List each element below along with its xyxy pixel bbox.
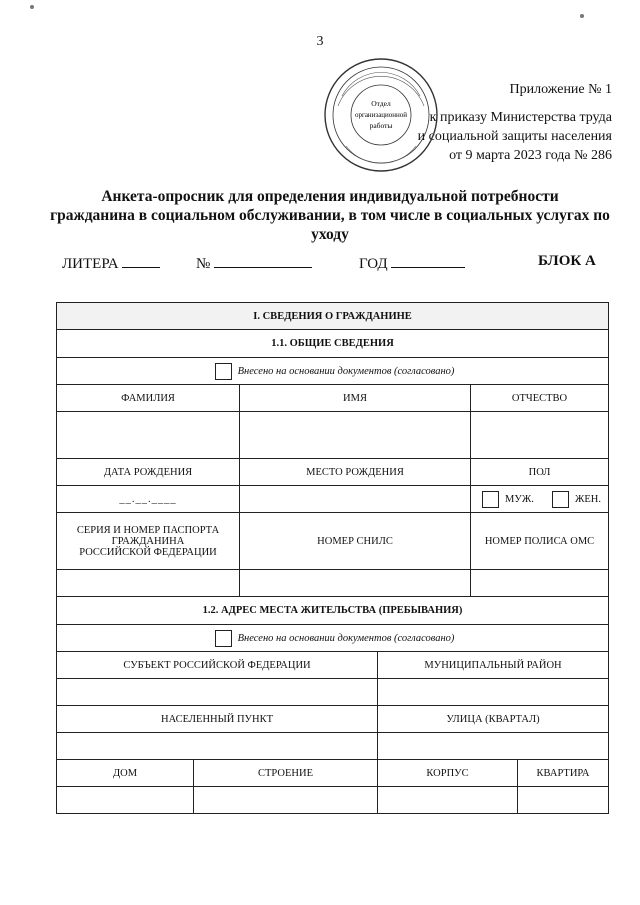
passport-label-line3: РОССИЙСКОЙ ФЕДЕРАЦИИ: [79, 546, 217, 558]
building-label: СТРОЕНИЕ: [194, 760, 378, 787]
docs-checkbox-2[interactable]: [215, 630, 232, 647]
district-label: МУНИЦИПАЛЬНЫЙ РАЙОН: [378, 652, 609, 679]
appendix-date: от 9 марта 2023 года № 286: [449, 148, 612, 163]
patronymic-input[interactable]: [471, 412, 609, 459]
district-input[interactable]: [378, 679, 609, 706]
corpus-label: КОРПУС: [378, 760, 518, 787]
year-field: [359, 253, 465, 273]
birth-place-input[interactable]: [240, 486, 471, 513]
snils-label: НОМЕР СНИЛС: [240, 513, 471, 570]
docs-checkbox-row-2: [57, 625, 609, 652]
passport-input[interactable]: [57, 570, 240, 597]
stamp-line3: работы: [369, 121, 393, 130]
patronymic-label: ОТЧЕСТВО: [471, 385, 609, 412]
male-checkbox[interactable]: [482, 491, 499, 508]
scan-speck: [580, 14, 584, 18]
settlement-input[interactable]: [57, 733, 378, 760]
docs-note-2: Внесено на основании документов (согласовано): [237, 632, 455, 644]
street-label: УЛИЦА (КВАРТАЛ): [378, 706, 609, 733]
number-label: №: [196, 256, 211, 272]
house-input[interactable]: [57, 787, 194, 814]
female-label: ЖЕН.: [574, 493, 601, 505]
passport-label-line1: СЕРИЯ И НОМЕР ПАСПОРТА: [76, 524, 220, 536]
oms-label: НОМЕР ПОЛИСА ОМС: [471, 513, 609, 570]
birth-date-label: ДАТА РОЖДЕНИЯ: [57, 459, 240, 486]
settlement-label: НАСЕЛЕННЫЙ ПУНКТ: [57, 706, 378, 733]
official-stamp: [322, 56, 440, 174]
oms-input[interactable]: [471, 570, 609, 597]
docs-checkbox[interactable]: [215, 363, 232, 380]
building-input[interactable]: [194, 787, 378, 814]
block-label: БЛОК А: [538, 253, 596, 269]
number-field: [196, 253, 312, 273]
apartment-input[interactable]: [518, 787, 609, 814]
subject-label: СУБЪЕКТ РОССИЙСКОЙ ФЕДЕРАЦИИ: [57, 652, 378, 679]
page-number: 3: [316, 34, 324, 49]
sex-options: [471, 486, 609, 513]
scan-speck: [30, 5, 34, 9]
section-address: 1.2. АДРЕС МЕСТА ЖИТЕЛЬСТВА (ПРЕБЫВАНИЯ): [57, 597, 609, 625]
house-label: ДОМ: [57, 760, 194, 787]
number-input-line[interactable]: [214, 253, 312, 268]
subject-input[interactable]: [57, 679, 378, 706]
passport-label-line2: ГРАЖДАНИНА: [111, 535, 185, 547]
appendix-title: Приложение № 1: [509, 82, 612, 97]
snils-input[interactable]: [240, 570, 471, 597]
stamp-line1: Отдел: [371, 99, 391, 108]
litera-label: ЛИТЕРА: [62, 256, 119, 272]
title-line3: уходу: [311, 226, 349, 243]
corpus-input[interactable]: [378, 787, 518, 814]
title-line1: Анкета-опросник для определения индивидуальной потребности: [101, 188, 559, 205]
birth-date-input[interactable]: __.__.____: [57, 486, 240, 513]
form-title: [40, 187, 620, 244]
passport-label: [57, 513, 240, 570]
title-line2: гражданина в социальном обслуживании, в том числе в социальных услугах по: [50, 207, 610, 224]
birth-place-label: МЕСТО РОЖДЕНИЯ: [240, 459, 471, 486]
appendix-ministry: и социальной защиты населения: [417, 129, 612, 144]
name-label: ИМЯ: [240, 385, 471, 412]
sex-label: ПОЛ: [471, 459, 609, 486]
litera-input-line[interactable]: [122, 253, 160, 268]
male-label: МУЖ.: [505, 493, 534, 505]
litera-field: [62, 253, 160, 273]
name-input[interactable]: [240, 412, 471, 459]
street-input[interactable]: [378, 733, 609, 760]
section-citizen-info: I. СВЕДЕНИЯ О ГРАЖДАНИНЕ: [57, 303, 609, 330]
section-general-info: 1.1. ОБЩИЕ СВЕДЕНИЯ: [57, 330, 609, 358]
year-input-line[interactable]: [391, 253, 465, 268]
year-label: ГОД: [359, 256, 388, 272]
female-checkbox[interactable]: [552, 491, 569, 508]
stamp-line2: организационной: [354, 111, 408, 119]
surname-input[interactable]: [57, 412, 240, 459]
docs-note: Внесено на основании документов (согласовано): [237, 365, 455, 377]
appendix-order: к приказу Министерства труда: [429, 110, 612, 125]
surname-label: ФАМИЛИЯ: [57, 385, 240, 412]
docs-checkbox-row: [57, 358, 609, 385]
apartment-label: КВАРТИРА: [518, 760, 609, 787]
citizen-info-table: [56, 302, 609, 814]
